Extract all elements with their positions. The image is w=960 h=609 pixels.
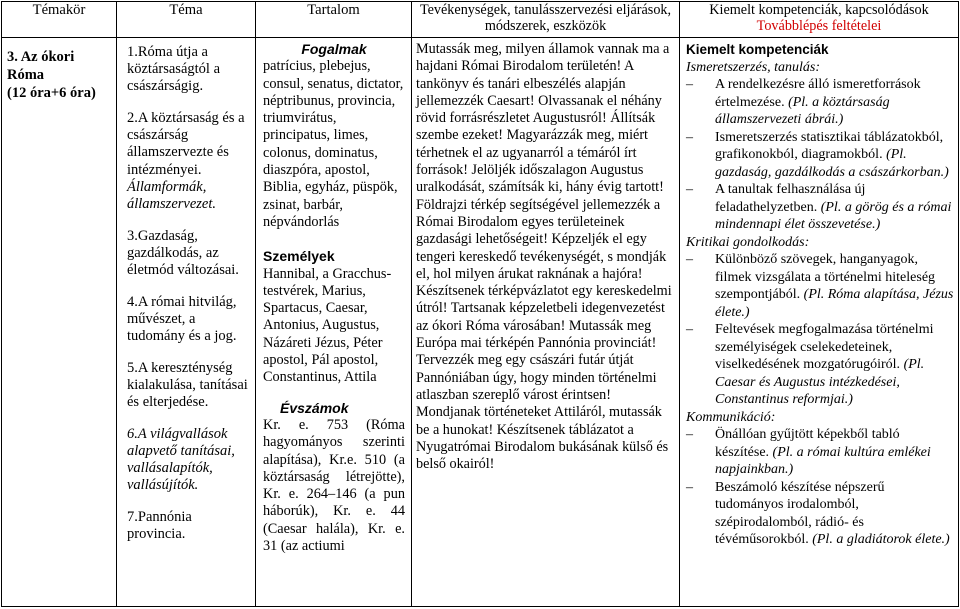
header-tema: Téma	[117, 2, 256, 38]
tema-item-3: 3.Gazdaság, gazdálkodás, az életmód változásai.	[127, 227, 239, 279]
kompetencia-item-note: (Pl. a római kultúra emlékei napjainkban.)	[715, 444, 931, 477]
evszamok-text: Kr. e. 753 (Róma hagyományos szerinti alapítása), Kr.e. 510 (a köztársaság létrejötte), Kr. e. 264–146 (a pun háborúk), Kr. e. 44 (Caesar halála), Kr. e. 31 (az actiumi	[263, 416, 405, 555]
curriculum-table	[1, 1, 959, 607]
tartalom-cell	[256, 38, 412, 607]
header-kompetenciak	[680, 2, 959, 38]
kompetencia-item-text: Beszámoló készítése népszerű tudományos irodalomból, szépirodalomból, rádió- és tévéműsorokból.	[715, 479, 885, 547]
tevekenysegek-text: Mutassák meg, milyen államok vannak ma a hajdani Római Birodalom területén! A tankönyv és tanári elbeszélés alapján jellemezzék Caesart! Olvassanak el néhány rövid forrásrészletet Augustusról! Állítsák szembe ezeket! Magyarázzák meg, miért térhetnek el az ugyanarról a témáról írt források! Jelöljék időszalagon Augustus uralkodását, számítsák ki, hány évig tartott! Földrajzi térkép segítségével jellemezzék a Római Birodalom egyes területeinek gazdasági lehetőségeit! Képzeljék el egy tengeri kereskedő tevékenységét, s mondják el, hol milyen árukat raknának a hajóra! Készítsenek térképvázlatot egy kereskedelmi útról! Tartsanak képzeletbeli idegenvezetést az ókori Róma városában! Mutassák meg Európa mai térképén Pannónia provinciát! Tervezzék meg egy császári futár útját Pannóniában úgy, hogy minden történelmi atlaszban szereplő várost érintsen! Mondjanak történeteket Attiláról, mutassák be a hunokat! Készítsenek táblázatot a Nyugatrómai Birodalom bukásának külső és belső okairól!	[416, 41, 672, 473]
szemelyek-heading: Személyek	[263, 248, 335, 265]
kompetencia-item-text: Különböző szövegek, hanganyagok, filmek vizsgálata a történelmi hiteleség szempontjából.	[715, 252, 936, 302]
tema-item-6: 6.A világvallások alapvető tanításai, vallásalapítók, vallásújítók.	[127, 425, 235, 494]
kompetencia-item-note: (Pl. a gladiátorok élete.)	[812, 532, 950, 547]
temakor-cell	[2, 38, 117, 607]
tema-cell	[117, 38, 256, 607]
kompetencia-list	[686, 76, 954, 234]
kompetencia-item-note: (Pl. Caesar és Augustus intézkedései, Constantinus reformjai.)	[715, 357, 925, 407]
kompetencia-item-note: (Pl. a görög és a római mindennapi élet összevetése.)	[715, 199, 952, 232]
kompetencia-item-text: A rendelkezésre álló ismeretforrások értelmezése.	[715, 77, 921, 110]
kompetenciak-cell	[680, 38, 959, 607]
header-tovabblepes-label: Továbblépés feltételei	[756, 18, 882, 34]
tema-item-5: 5.A kereszténység kialakulása, tanításai és elterjedése.	[127, 359, 248, 411]
kompetencia-section-title: Ismeretszerzés, tanulás:	[686, 59, 821, 75]
kompetencia-item-text: Ismeretszerzés statisztikai táblázatokból, grafikonokból, diagramokból.	[715, 129, 944, 162]
tema-item-1: 1.Róma útja a köztársaságtól a császárságig.	[127, 44, 221, 95]
tema-item-7: 7.Pannónia provincia.	[127, 508, 192, 543]
tema-item-2-text: 2.A köztársaság és a császárság államszervezte és intézményei.	[127, 110, 245, 178]
header-tevekenysegek: Tevékenységek, tanulásszervezési eljárások, módszerek, eszközök	[412, 2, 680, 38]
kompetenciak-heading: Kiemelt kompetenciák	[686, 42, 829, 57]
kompetencia-item	[686, 479, 954, 549]
tema-item-4: 4.A római hitvilág, művészet, a tudomány és a jog.	[127, 293, 237, 345]
kompetencia-item-note: (Pl. a köztársaság államszervezeti ábrái.)	[715, 94, 890, 127]
kompetencia-list	[686, 251, 954, 409]
tema-item-2	[127, 110, 251, 213]
tema-item-2-subtext: Államformák, államszervezet.	[127, 178, 216, 213]
temakor-title: 3. Az ókori Róma	[7, 49, 75, 83]
kompetencia-section-title: Kritikai gondolkodás:	[686, 234, 810, 250]
kompetenciak-sections	[686, 59, 954, 549]
header-tartalom: Tartalom	[256, 2, 412, 38]
szemelyek-text: Hannibal, a Gracchus-testvérek, Marius, Spartacus, Caesar, Antonius, Augustus, Názáreti Jézus, Péter apostol, Pál apostol, Constantinus, Attila	[263, 265, 392, 386]
header-kompetenciak-label: Kiemelt kompetenciák, kapcsolódások	[709, 2, 929, 18]
kompetencia-item-text: Önállóan gyűjtött képekből tabló készítése.	[715, 427, 900, 460]
tevekenysegek-cell	[412, 38, 680, 607]
kompetencia-item	[686, 251, 954, 321]
kompetencia-item	[686, 129, 954, 182]
kompetencia-item	[686, 181, 954, 234]
kompetencia-list	[686, 426, 954, 549]
kompetencia-item-note: (Pl. gazdaság, gazdálkodás a császárkorban.)	[715, 147, 949, 180]
evszamok-heading: Évszámok	[280, 399, 349, 416]
kompetencia-item-text: Feltevések megfogalmazása történelmi személyiségek cselekedeteinek, viselkedésének mozgatórugóiról.	[715, 322, 934, 372]
fogalmak-text: patrícius, plebejus, consul, senatus, dictator, néptribunus, provincia, triumvirátus, principatus, limes, colonus, dominatus, diaszpóra, apostol, Biblia, egyház, püspök, zsinat, barbár, népvándorlás	[263, 58, 404, 230]
kompetencia-item	[686, 426, 954, 479]
temakor-hours: (12 óra+6 óra)	[7, 85, 96, 101]
kompetencia-item	[686, 76, 954, 129]
kompetencia-item-note: (Pl. Róma alapítása, Jézus élete.)	[715, 287, 954, 320]
fogalmak-heading: Fogalmak	[301, 41, 367, 57]
header-temakor: Témakör	[2, 2, 117, 38]
kompetencia-item-text: A tanultak felhasználása új feladathelyzetben.	[715, 182, 866, 215]
kompetencia-section-title: Kommunikáció:	[686, 409, 776, 425]
tema-list	[117, 38, 255, 606]
kompetencia-item	[686, 321, 954, 409]
